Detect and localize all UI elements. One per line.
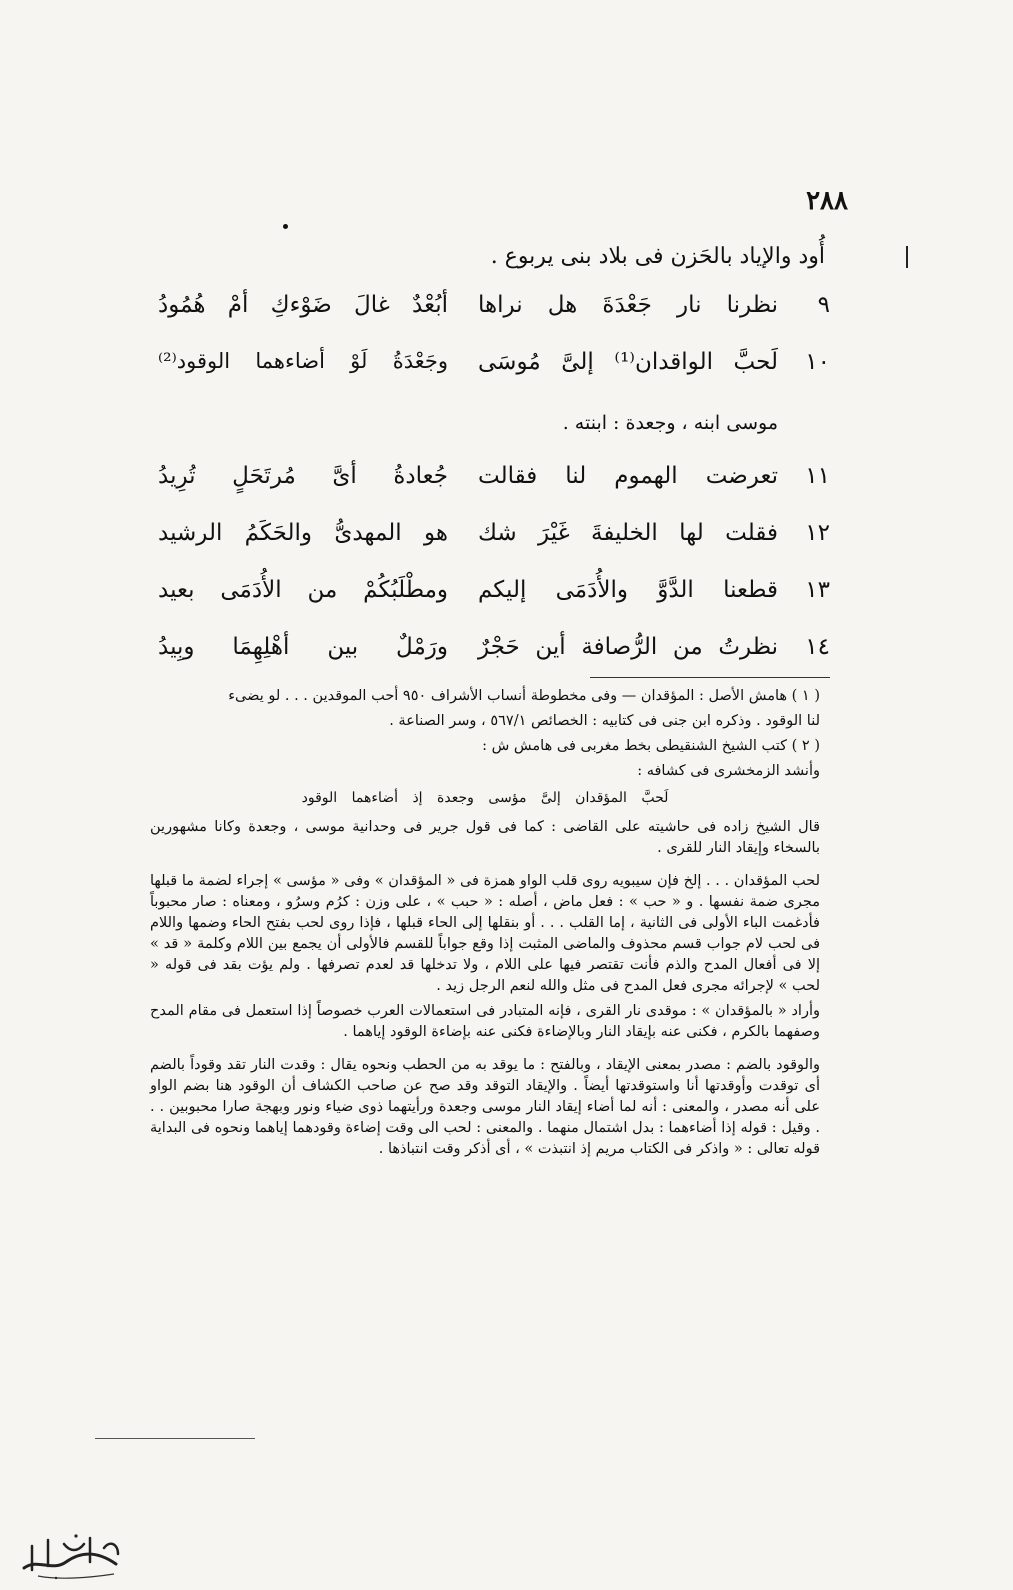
footnote-1-line-1: ( ١ ) هامش الأصل : المؤقدان — وفى مخطوطة أنساب الأشراف ٩٥٠ أحب الموقدين . . . لو يضىء [228, 688, 820, 704]
commentary-paragraph-1: قال الشيخ زاده فى حاشيته على القاضى : كما فى قول جرير فى وحدانية موسى ، وجعدة وكانا مشهورين بالسخاء وإيقاد النار للقرى . [150, 819, 820, 856]
verse-11 [150, 463, 830, 520]
verse-number: ١٠ [805, 349, 830, 375]
verse-first-hemistich: نظرتُ من الرُّصافة أين حَجْرٌ [478, 634, 778, 660]
ink-dot [283, 224, 288, 229]
poem-verses [150, 292, 830, 691]
verse-9 [150, 292, 830, 349]
edge-mark [906, 246, 908, 268]
bottom-separator [95, 1438, 255, 1439]
verse-first-hemistich: نظرنا نار جَعْدَةَ هل نراها [478, 292, 778, 318]
verse-first-hemistich: قطعنا الدَّوَّ والأُدَمَى إليكم [478, 577, 778, 603]
commentary-paragraph-3: وأراد « بالمؤقدان » : موقدى نار القرى ، فإنه المتبادر فى استعمالات العرب خصوصاً إذا استعمل فى مقام المدح وصفهما بالكرم ، فكنى عنه بإيقاد النار وبالإضاءة فكنى عنه بإضاءة الوقود إياهما . [150, 1003, 820, 1040]
verse-number: ١٢ [805, 520, 830, 546]
verse-10 [150, 349, 830, 406]
footnote-quoted-verse: لَحبَّ المؤقدان إلىَّ مؤسى وجعدة إذ أضاءهما الوقود [301, 790, 669, 806]
commentary-paragraph-4: والوقود بالضم : مصدر بمعنى الإيقاد ، وبالفتح : ما يوقد به من الحطب ونحوه يقال : وقدت النار تقد وقوداً بالضم أى توقدت وأوقدتها أنا واستوقدتها أيضاً . والإيقاد التوقد وقد صح عن صاحب الكشاف أن الوقود هنا بضم الواو على أنه مصدر ، والمعنى : أنه لما أضاء إيقاد النار موسى وجعدة ورأيتهما ذوى ضياء ونور وبهجة صارا محبوبين . . . وقيل : قوله إذا أضاءهما : بدل اشتمال منهما . والمعنى : لحب الى وقت إضاءة وقودهما إياهما ونحوه فى البداية قوله تعالى : « واذكر فى الكتاب مريم إذ انتبذت » ، أى أذكر وقت انتباذها . [150, 1057, 820, 1157]
verse-second-hemistich: ومطْلَبُكُمْ من الأُدَمَى بعيد [158, 577, 448, 603]
verse-number: ٩ [817, 292, 830, 318]
page-number: ٢٨٨ [806, 186, 848, 216]
footnote-2-line-2: وأنشد الزمخشرى فى كشافه : [637, 763, 820, 779]
intro-line: أُود والإياد بالحَزن فى بلاد بنى يربوع . [490, 244, 825, 269]
verse-second-hemistich: وجَعْدَةُ لَوْ أضاءهما الوقود⁽²⁾ [158, 349, 448, 373]
verse-annotation-text: موسى ابنه ، وجعدة : ابنته . [562, 412, 778, 434]
footnote-2-line-1: ( ٢ ) كتب الشيخ الشنقيطى بخط مغربى فى هامش ش : [482, 738, 820, 754]
calligraphy-seal-logo [18, 1528, 128, 1582]
verse-annotation [150, 406, 830, 463]
verse-second-hemistich: ورَمْلٌ بين أهْلِهِمَا وبِيدُ [158, 634, 448, 660]
verse-first-hemistich: لَحبَّ الواقدان⁽¹⁾ إلىَّ مُوسَى [478, 349, 779, 375]
verse-first-hemistich: تعرضت الهموم لنا فقالت [478, 463, 778, 489]
footnote-1-line-2: لنا الوقود . وذكره ابن جنى فى كتابيه : الخصائص ٥٦٧/١ ، وسر الصناعة . [389, 713, 820, 729]
verse-number: ١٣ [805, 577, 830, 603]
verse-first-hemistich: فقلت لها الخليفةَ غَيْرَ شك [478, 520, 778, 546]
verse-13 [150, 577, 830, 634]
verse-second-hemistich: جُعادةُ أىَّ مُرتَحَلٍ تُرِيدُ [158, 463, 448, 489]
verse-12 [150, 520, 830, 577]
footnote-separator [590, 677, 830, 678]
verse-number: ١١ [805, 463, 830, 489]
verse-14 [150, 634, 830, 691]
commentary-paragraph-2: لحب المؤقدان . . . إلخ فإن سيبويه روى قلب الواو همزة فى « المؤقدان » وفى « مؤسى » إجراء لضمة ما قبلها مجرى ضمة نفسها . و « حب » : فعل ماض ، أصله : « حبب » ، على وزن : كرُم وسرُو ، ومعناه : صار محبوباً فأدغمت الباء الأولى فى الثانية ، إما القلب . . . أو بنقلها إلى الحاء قبلها ، فإذا روى لحب بفتح الحاء وضمها واللام فى لحب لام جواب قسم محذوف والماضى المثبت إذا وقع جواباً للقسم فالأولى أن يجمع بين اللام وكلمة « قد » إلا فى أفعال المدح والذم فأنت تقتصر فيها على اللام ، ولا تدخلها قد لعدم تصرفها . ولم يؤت بقد فى قوله « لحب » لإجرائه مجرى فعل المدح فى مثل والله لنعم الرجل زيد . [150, 873, 820, 994]
verse-second-hemistich: هو المهدىُّ والحَكَمُ الرشيد [158, 520, 448, 546]
verse-second-hemistich: أبُعْدٌ غالَ ضَوْءكِ أمْ هُمُودُ [158, 292, 448, 318]
footnotes [150, 686, 820, 1164]
verse-number: ١٤ [805, 634, 830, 660]
